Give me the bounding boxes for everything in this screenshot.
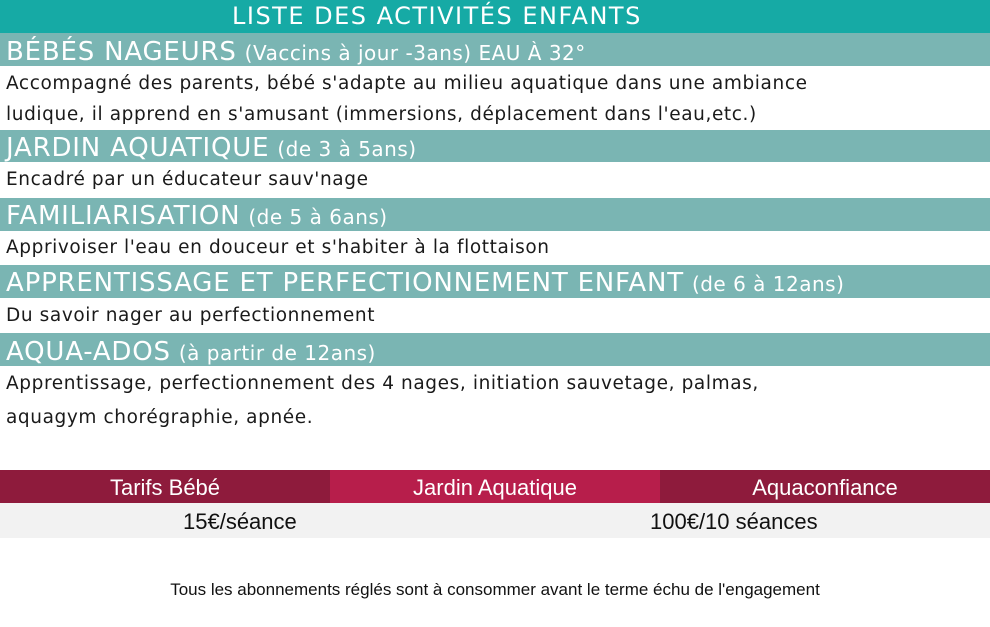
activity-description: Du savoir nager au perfectionnement [6,305,376,326]
activity-header-apprentissage [0,265,990,298]
tarif-price-row [0,503,990,538]
activity-description: Apprivoiser l'eau en douceur et s'habiter à la flottaison [6,237,550,258]
page-title-banner [0,0,990,33]
activity-description: Encadré par un éducateur sauv'nage [6,169,369,190]
activity-name: AQUA-ADOS [6,337,171,366]
activity-header-jardin-aquatique [0,130,990,162]
activity-age: (Vaccins à jour -3ans) EAU À 32° [244,41,586,65]
activity-name: JARDIN AQUATIQUE [6,133,270,162]
activity-age: (de 6 à 12ans) [691,272,845,296]
activity-description: ludique, il apprend en s'amusant (immersions, déplacement dans l'eau,etc.) [6,104,757,125]
activity-header-familiarisation [0,198,990,231]
tarif-header-aquaconfiance: Aquaconfiance [660,470,990,503]
price-jardin-aquaconfiance: 100€/10 séances [650,509,818,534]
activity-description: aquagym chorégraphie, apnée. [6,407,314,428]
tarif-header-bebe: Tarifs Bébé [0,470,330,503]
tarif-header-jardin: Jardin Aquatique [330,470,660,503]
activity-header-aqua-ados [0,333,990,366]
activity-name: FAMILIARISATION [6,201,241,231]
tarif-header-row [0,470,990,503]
activity-age: (à partir de 12ans) [178,341,376,365]
activity-age: (de 3 à 5ans) [277,137,417,161]
activity-name: BÉBÉS NAGEURS [6,37,237,66]
activity-header-bebes-nageurs [0,33,990,66]
activity-description: Apprentissage, perfectionnement des 4 nages, initiation sauvetage, palmas, [6,373,759,394]
activity-name: APPRENTISSAGE ET PERFECTIONNEMENT ENFANT [6,268,684,298]
footer-note: Tous les abonnements réglés sont à consommer avant le terme échu de l'engagement [170,580,820,599]
activity-description: Accompagné des parents, bébé s'adapte au milieu aquatique dans une ambiance [6,73,808,94]
activity-age: (de 5 à 6ans) [248,205,388,229]
price-bebe: 15€/séance [183,509,297,534]
page-title: LISTE DES ACTIVITÉS ENFANTS [232,2,642,30]
